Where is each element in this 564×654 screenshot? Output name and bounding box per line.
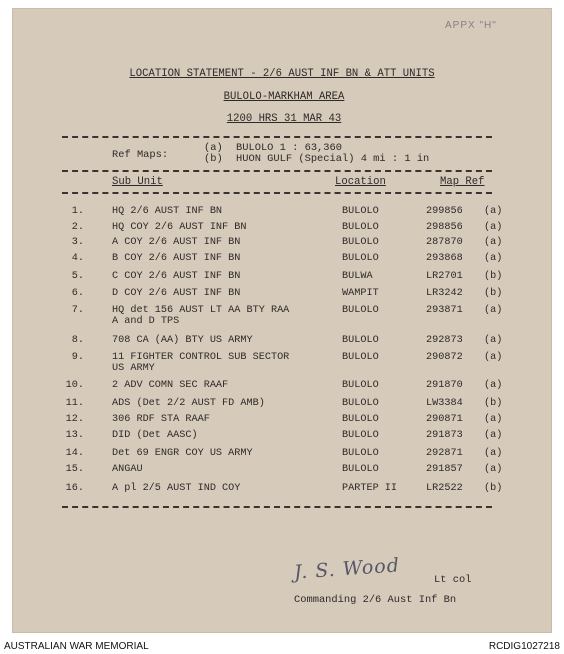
row-location: BULOLO — [342, 464, 379, 475]
row-number: 8. — [71, 335, 84, 346]
row-map-key: (b) — [484, 271, 503, 282]
row-map-key: (a) — [484, 237, 503, 248]
row-sub-unit: 11 FIGHTER CONTROL SUB SECTOR — [112, 352, 290, 363]
ref-map-a-key: (a) — [204, 142, 223, 154]
row-number: 5. — [71, 271, 84, 282]
row-number: 16. — [65, 483, 84, 494]
row-location: BULOLO — [342, 335, 379, 346]
row-map-ref: 299856 — [426, 206, 463, 217]
row-sub-unit: DID (Det AASC) — [112, 430, 198, 441]
ref-map-b-key: (b) — [204, 153, 223, 165]
signature-title: Commanding 2/6 Aust Inf Bn — [294, 594, 457, 606]
row-map-ref: 298856 — [426, 222, 463, 233]
row-map-key: (a) — [484, 352, 503, 363]
row-map-key: (a) — [484, 335, 503, 346]
row-map-ref: 287870 — [426, 237, 463, 248]
divider-header — [62, 192, 492, 194]
row-location: BULOLO — [342, 352, 379, 363]
row-sub-unit-continued: US ARMY — [112, 363, 155, 374]
row-location: BULOLO — [342, 222, 379, 233]
row-number: 4. — [71, 253, 84, 264]
row-map-key: (b) — [484, 398, 503, 409]
row-map-key: (a) — [484, 206, 503, 217]
row-number: 7. — [71, 305, 84, 316]
row-map-ref: 290872 — [426, 352, 463, 363]
area-heading: BULOLO-MARKHAM AREA — [223, 91, 345, 103]
appendix-annotation: APPX "H" — [445, 20, 497, 31]
row-location: BULWA — [342, 271, 373, 282]
row-sub-unit: A pl 2/5 AUST IND COY — [112, 483, 241, 494]
row-location: WAMPIT — [342, 288, 379, 299]
row-map-ref: 293871 — [426, 305, 463, 316]
row-map-ref: LR2701 — [426, 271, 463, 282]
row-location: PARTEP II — [342, 483, 398, 494]
row-map-key: (a) — [484, 464, 503, 475]
ref-map-b: HUON GULF (Special) 4 mi : 1 in — [236, 153, 430, 165]
row-number: 14. — [65, 448, 84, 459]
row-number: 9. — [71, 352, 84, 363]
row-sub-unit: 708 CA (AA) BTY US ARMY — [112, 335, 253, 346]
signature-rank: Lt col — [434, 574, 472, 586]
row-location: BULOLO — [342, 237, 379, 248]
document-page — [12, 8, 552, 633]
row-number: 11. — [65, 398, 84, 409]
row-sub-unit: Det 69 ENGR COY US ARMY — [112, 448, 253, 459]
row-map-ref: 291870 — [426, 380, 463, 391]
row-location: BULOLO — [342, 414, 379, 425]
row-sub-unit: HQ 2/6 AUST INF BN — [112, 206, 223, 217]
date-time-heading: 1200 HRS 31 MAR 43 — [226, 113, 342, 125]
row-map-key: (a) — [484, 222, 503, 233]
row-sub-unit-continued: A and D TPS — [112, 316, 180, 327]
column-header-location: Location — [335, 176, 386, 188]
row-map-key: (a) — [484, 305, 503, 316]
row-map-ref: 291873 — [426, 430, 463, 441]
row-map-ref: LR2522 — [426, 483, 463, 494]
row-number: 15. — [65, 464, 84, 475]
row-number: 1. — [71, 206, 84, 217]
row-location: BULOLO — [342, 305, 379, 316]
row-sub-unit: HQ det 156 AUST LT AA BTY RAA — [112, 305, 290, 316]
ref-maps-label: Ref Maps: — [112, 149, 169, 161]
row-map-ref: LW3384 — [426, 398, 463, 409]
footer-source: AUSTRALIAN WAR MEMORIAL — [4, 641, 149, 652]
row-map-ref: 290871 — [426, 414, 463, 425]
row-sub-unit: D COY 2/6 AUST INF BN — [112, 288, 241, 299]
handwritten-signature: J. S. Wood — [293, 554, 401, 584]
row-sub-unit: ANGAU — [112, 464, 143, 475]
row-map-key: (a) — [484, 380, 503, 391]
row-map-ref: 293868 — [426, 253, 463, 264]
row-number: 2. — [71, 222, 84, 233]
row-sub-unit: 306 RDF STA RAAF — [112, 414, 210, 425]
row-map-key: (a) — [484, 448, 503, 459]
row-number: 13. — [65, 430, 84, 441]
divider-maps — [62, 170, 492, 172]
divider-top — [62, 136, 492, 138]
divider-bottom — [62, 506, 492, 508]
row-sub-unit: A COY 2/6 AUST INF BN — [112, 237, 241, 248]
row-number: 3. — [71, 237, 84, 248]
row-location: BULOLO — [342, 253, 379, 264]
column-header-sub-unit: Sub Unit — [112, 176, 163, 188]
row-location: BULOLO — [342, 430, 379, 441]
row-location: BULOLO — [342, 206, 379, 217]
row-number: 12. — [65, 414, 84, 425]
column-header-map-ref: Map Ref — [440, 176, 485, 188]
row-sub-unit: B COY 2/6 AUST INF BN — [112, 253, 241, 264]
ref-map-a: BULOLO 1 : 63,360 — [236, 142, 343, 154]
row-map-key: (a) — [484, 253, 503, 264]
document-title: LOCATION STATEMENT - 2/6 AUST INF BN & ATT UNITS — [129, 68, 435, 80]
row-map-ref: 292873 — [426, 335, 463, 346]
row-location: BULOLO — [342, 380, 379, 391]
row-map-key: (a) — [484, 414, 503, 425]
row-number: 10. — [65, 380, 84, 391]
row-sub-unit: ADS (Det 2/2 AUST FD AMB) — [112, 398, 265, 409]
row-map-ref: 291857 — [426, 464, 463, 475]
row-map-ref: 292871 — [426, 448, 463, 459]
row-number: 6. — [71, 288, 84, 299]
row-location: BULOLO — [342, 448, 379, 459]
row-map-key: (b) — [484, 288, 503, 299]
row-map-ref: LR3242 — [426, 288, 463, 299]
row-location: BULOLO — [342, 398, 379, 409]
footer-id: RCDIG1027218 — [488, 641, 560, 652]
row-sub-unit: HQ COY 2/6 AUST INF BN — [112, 222, 247, 233]
row-map-key: (b) — [484, 483, 503, 494]
row-map-key: (a) — [484, 430, 503, 441]
row-sub-unit: 2 ADV COMN SEC RAAF — [112, 380, 229, 391]
row-sub-unit: C COY 2/6 AUST INF BN — [112, 271, 241, 282]
